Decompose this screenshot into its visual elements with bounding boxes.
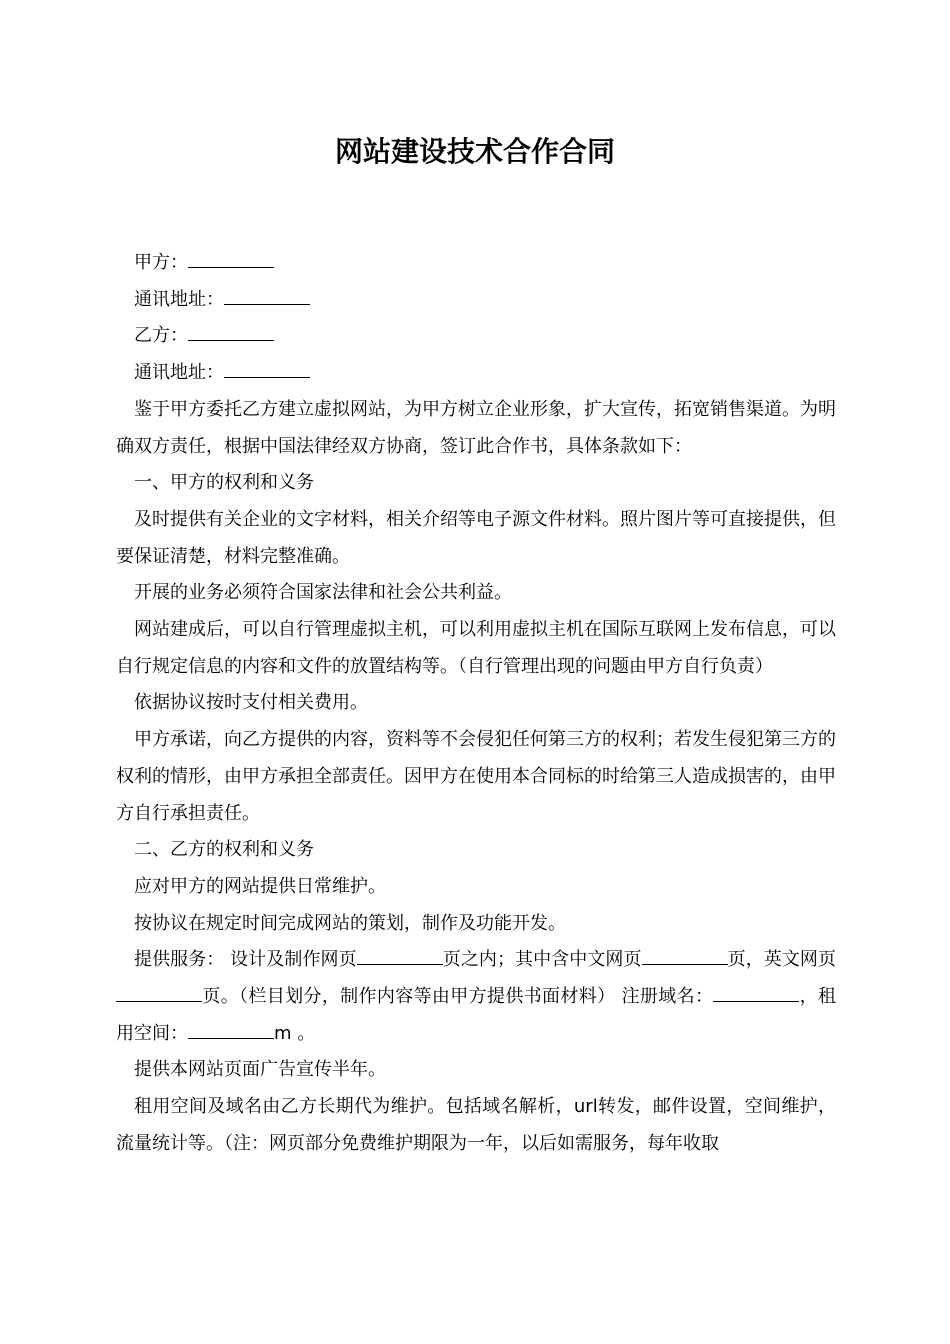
party-a-blank xyxy=(188,247,274,268)
party-a-line xyxy=(116,245,836,282)
clause-a4: 依据协议按时支付相关费用。 xyxy=(134,692,368,714)
clause-a3: 网站建成后，可以自行管理虚拟主机，可以利用虚拟主机在国际互联网上发布信息，可以自行规定信息的内容和文件的放置结构等。（自行管理出现的问题由甲方自行负责） xyxy=(116,619,836,677)
clause-b3-text-4: 页。（栏目划分，制作内容等由甲方提供书面材料） 注册域名： xyxy=(202,986,714,1008)
space-blank xyxy=(188,1018,274,1039)
clause-b4: 提供本网站页面广告宣传半年。 xyxy=(134,1059,386,1081)
page-count-blank xyxy=(357,944,443,965)
document-body xyxy=(116,245,836,1163)
clause-a1: 及时提供有关企业的文字材料，相关介绍等电子源文件材料。照片图片等可直接提供，但要保证清楚，材料完整准确。 xyxy=(116,508,836,567)
clause-b3-text-3: 页，英文网页 xyxy=(727,949,837,971)
domain-blank xyxy=(713,981,799,1002)
party-a-label: 甲方： xyxy=(134,252,188,273)
english-page-blank xyxy=(116,981,202,1002)
party-a-address-line xyxy=(116,282,836,319)
clause-b3-text-6: m 。 xyxy=(274,1022,316,1044)
clause-b3-text-1: 提供服务： 设计及制作网页 xyxy=(134,949,357,971)
intro-paragraph: 鉴于甲方委托乙方建立虚拟网站，为甲方树立企业形象，扩大宣传，拓宽销售渠道。为明确双方责任，根据中国法律经双方协商，签订此合作书，具体条款如下： xyxy=(116,398,836,457)
clause-a2: 开展的业务必须符合国家法律和社会公共利益。 xyxy=(134,582,512,604)
party-b-address-label: 通讯地址： xyxy=(134,362,224,384)
party-b-label: 乙方： xyxy=(134,325,188,347)
clause-b3 xyxy=(116,942,836,1052)
chinese-page-blank xyxy=(642,944,728,965)
party-a-address-label: 通讯地址： xyxy=(134,288,224,310)
page-title: 网站建设技术合作合同 xyxy=(334,135,615,168)
party-b-line xyxy=(116,318,836,355)
party-b-address-line xyxy=(116,355,836,392)
clause-b1: 应对甲方的网站提供日常维护。 xyxy=(134,875,386,897)
clause-a5: 甲方承诺，向乙方提供的内容，资料等不会侵犯任何第三方的权利；若发生侵犯第三方的权利的情形，由甲方承担全部责任。因甲方在使用本合同标的时给第三人造成损害的，由甲方自行承担责任。 xyxy=(116,729,836,824)
party-b-address-blank xyxy=(224,357,310,378)
clause-b2: 按协议在规定时间完成网站的策划，制作及功能开发。 xyxy=(134,912,566,934)
party-b-blank xyxy=(188,320,274,341)
section1-heading: 一、甲方的权利和义务 xyxy=(134,472,314,494)
clause-b5: 租用空间及域名由乙方长期代为维护。包括域名解析，url转发，邮件设置，空间维护，流量统计等。（注：网页部分免费维护期限为一年，以后如需服务，每年收取 xyxy=(116,1096,836,1154)
clause-b3-text-2: 页之内；其中含中文网页 xyxy=(442,949,642,971)
clause-b3-text-5: ，租用空间： xyxy=(116,986,837,1044)
section2-heading: 二、乙方的权利和义务 xyxy=(134,839,314,861)
party-a-address-blank xyxy=(224,284,310,305)
